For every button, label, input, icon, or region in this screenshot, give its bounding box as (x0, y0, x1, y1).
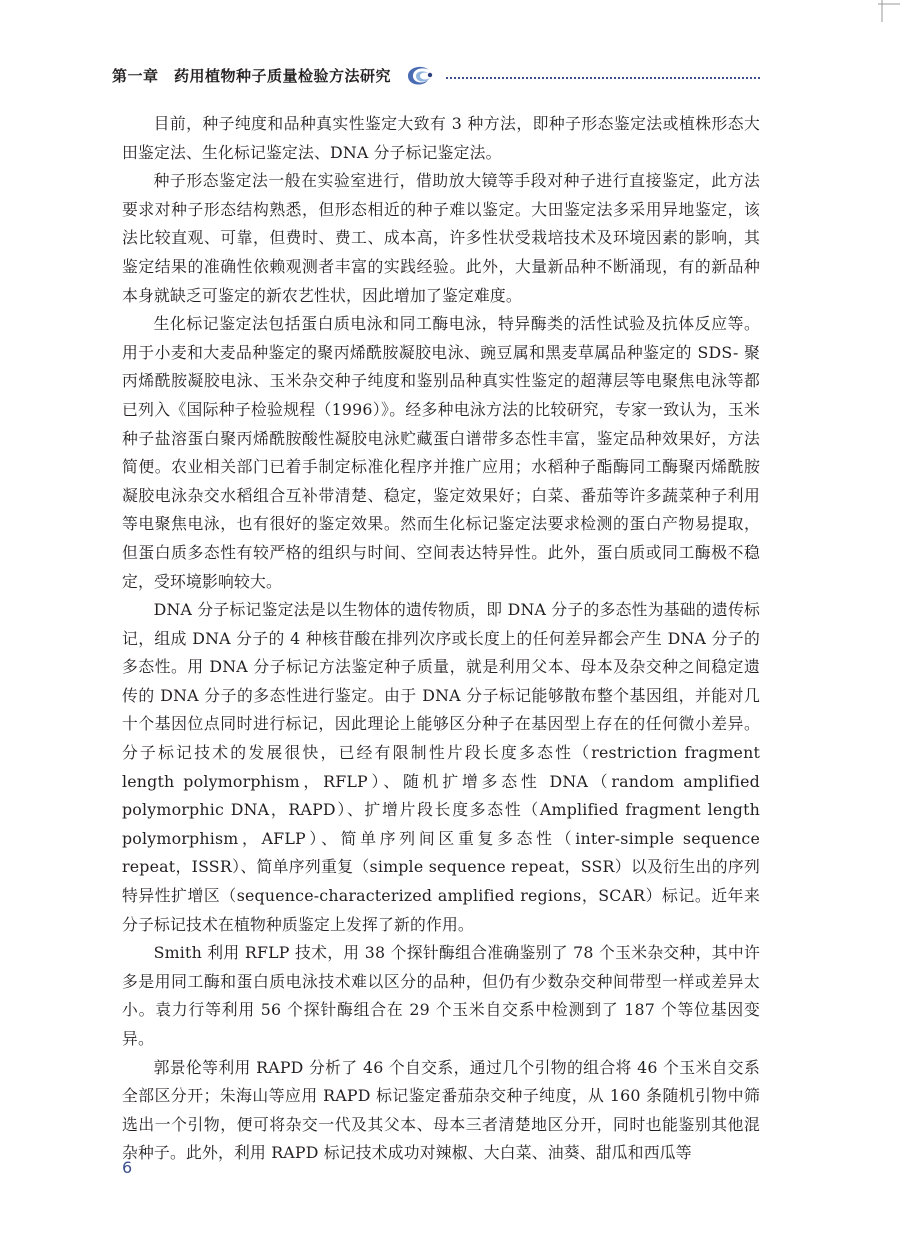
page-number: 6 (122, 1158, 133, 1177)
header-dotted-rule (446, 77, 760, 79)
paragraph: 生化标记鉴定法包括蛋白质电泳和同工酶电泳，特异酶类的活性试验及抗体反应等。用于小麦和大麦品种鉴定的聚丙烯酰胺凝胶电泳、豌豆属和黑麦草属品种鉴定的 SDS- 聚丙烯酰胺凝胶电泳、玉米杂交种子纯度和鉴别品种真实性鉴定的超薄层等电聚焦电泳等都已列入《国际种子检验规程（1996）》。经多种电泳方法的比较研究，专家一致认为，玉米种子盐溶蛋白聚丙烯酰胺酸性凝胶电泳贮藏蛋白谱带多态性丰富，鉴定品种效果好，方法简便。农业相关部门已着手制定标准化程序并推广应用；水稻种子酯酶同工酶聚丙烯酰胺凝胶电泳杂交水稻组合互补带清楚、稳定，鉴定效果好；白菜、番茄等许多蔬菜种子利用等电聚焦电泳，也有很好的鉴定效果。然而生化标记鉴定法要求检测的蛋白产物易提取，但蛋白质多态性有较严格的组织与时间、空间表达特异性。此外，蛋白质或同工酶极不稳定，受环境影响较大。 (122, 314, 760, 591)
running-header (112, 62, 760, 92)
crop-mark-icon (878, 0, 900, 22)
paragraph: 种子形态鉴定法一般在实验室进行，借助放大镜等手段对种子进行直接鉴定，此方法要求对种子形态结构熟悉，但形态相近的种子难以鉴定。大田鉴定法多采用异地鉴定，该法比较直观、可靠，但费时、费工、成本高，许多性状受栽培技术及环境因素的影响，其鉴定结果的准确性依赖观测者丰富的实践经验。此外，大量新品种不断涌现，有的新品种本身就缺乏可鉴定的新农艺性状，因此增加了鉴定难度。 (122, 171, 760, 305)
swirl-logo-icon (402, 62, 436, 90)
paragraph: 目前，种子纯度和品种真实性鉴定大致有 3 种方法，即种子形态鉴定法或植株形态大田鉴定法、生化标记鉴定法、DNA 分子标记鉴定法。 (122, 114, 760, 162)
body-text (122, 110, 760, 1168)
chapter-title: 第一章 药用植物种子质量检验方法研究 (112, 67, 392, 85)
paragraph: 郭景伦等利用 RAPD 分析了 46 个自交系，通过几个引物的组合将 46 个玉米自交系全部区分开；朱海山等应用 RAPD 标记鉴定番茄杂交种子纯度，从 160 条随机引物中筛选出一个引物，便可将杂交一代及其父本、母本三者清楚地区分开，同时也能鉴别其他混杂种子。此外，利用 RAPD 标记技术成功对辣椒、大白菜、油葵、甜瓜和西瓜等 (122, 1057, 760, 1163)
paragraph: DNA 分子标记鉴定法是以生物体的遗传物质，即 DNA 分子的多态性为基础的遗传标记，组成 DNA 分子的 4 种核苷酸在排列次序或长度上的任何差异都会产生 DNA 分子的多态性。用 DNA 分子标记方法鉴定种子质量，就是利用父本、母本及杂交种之间稳定遗传的 DNA 分子的多态性进行鉴定。由于 DNA 分子标记能够散布整个基因组，并能对几十个基因位点同时进行标记，因此理论上能够区分种子在基因型上存在的任何微小差异。分子标记技术的发展很快，已经有限制性片段长度多态性（restriction fragment length polymorphism，RFLP）、随机扩增多态性 DNA（random amplified polymorphic DNA，RAPD）、扩增片段长度多态性（Amplified fragment length polymorphism，AFLP）、简单序列间区重复多态性（inter-simple sequence repeat，ISSR）、简单序列重复（simple sequence repeat，SSR）以及衍生出的序列特异性扩增区（sequence-characterized amplified regions，SCAR）标记。近年来分子标记技术在植物种质鉴定上发挥了新的作用。 (122, 600, 760, 934)
paragraph: Smith 利用 RFLP 技术，用 38 个探针酶组合准确鉴别了 78 个玉米杂交种，其中许多是用同工酶和蛋白质电泳技术难以区分的品种，但仍有少数杂交种间带型一样或差异太小。袁力行等利用 56 个探针酶组合在 29 个玉米自交系中检测到了 187 个等位基因变异。 (122, 943, 760, 1048)
